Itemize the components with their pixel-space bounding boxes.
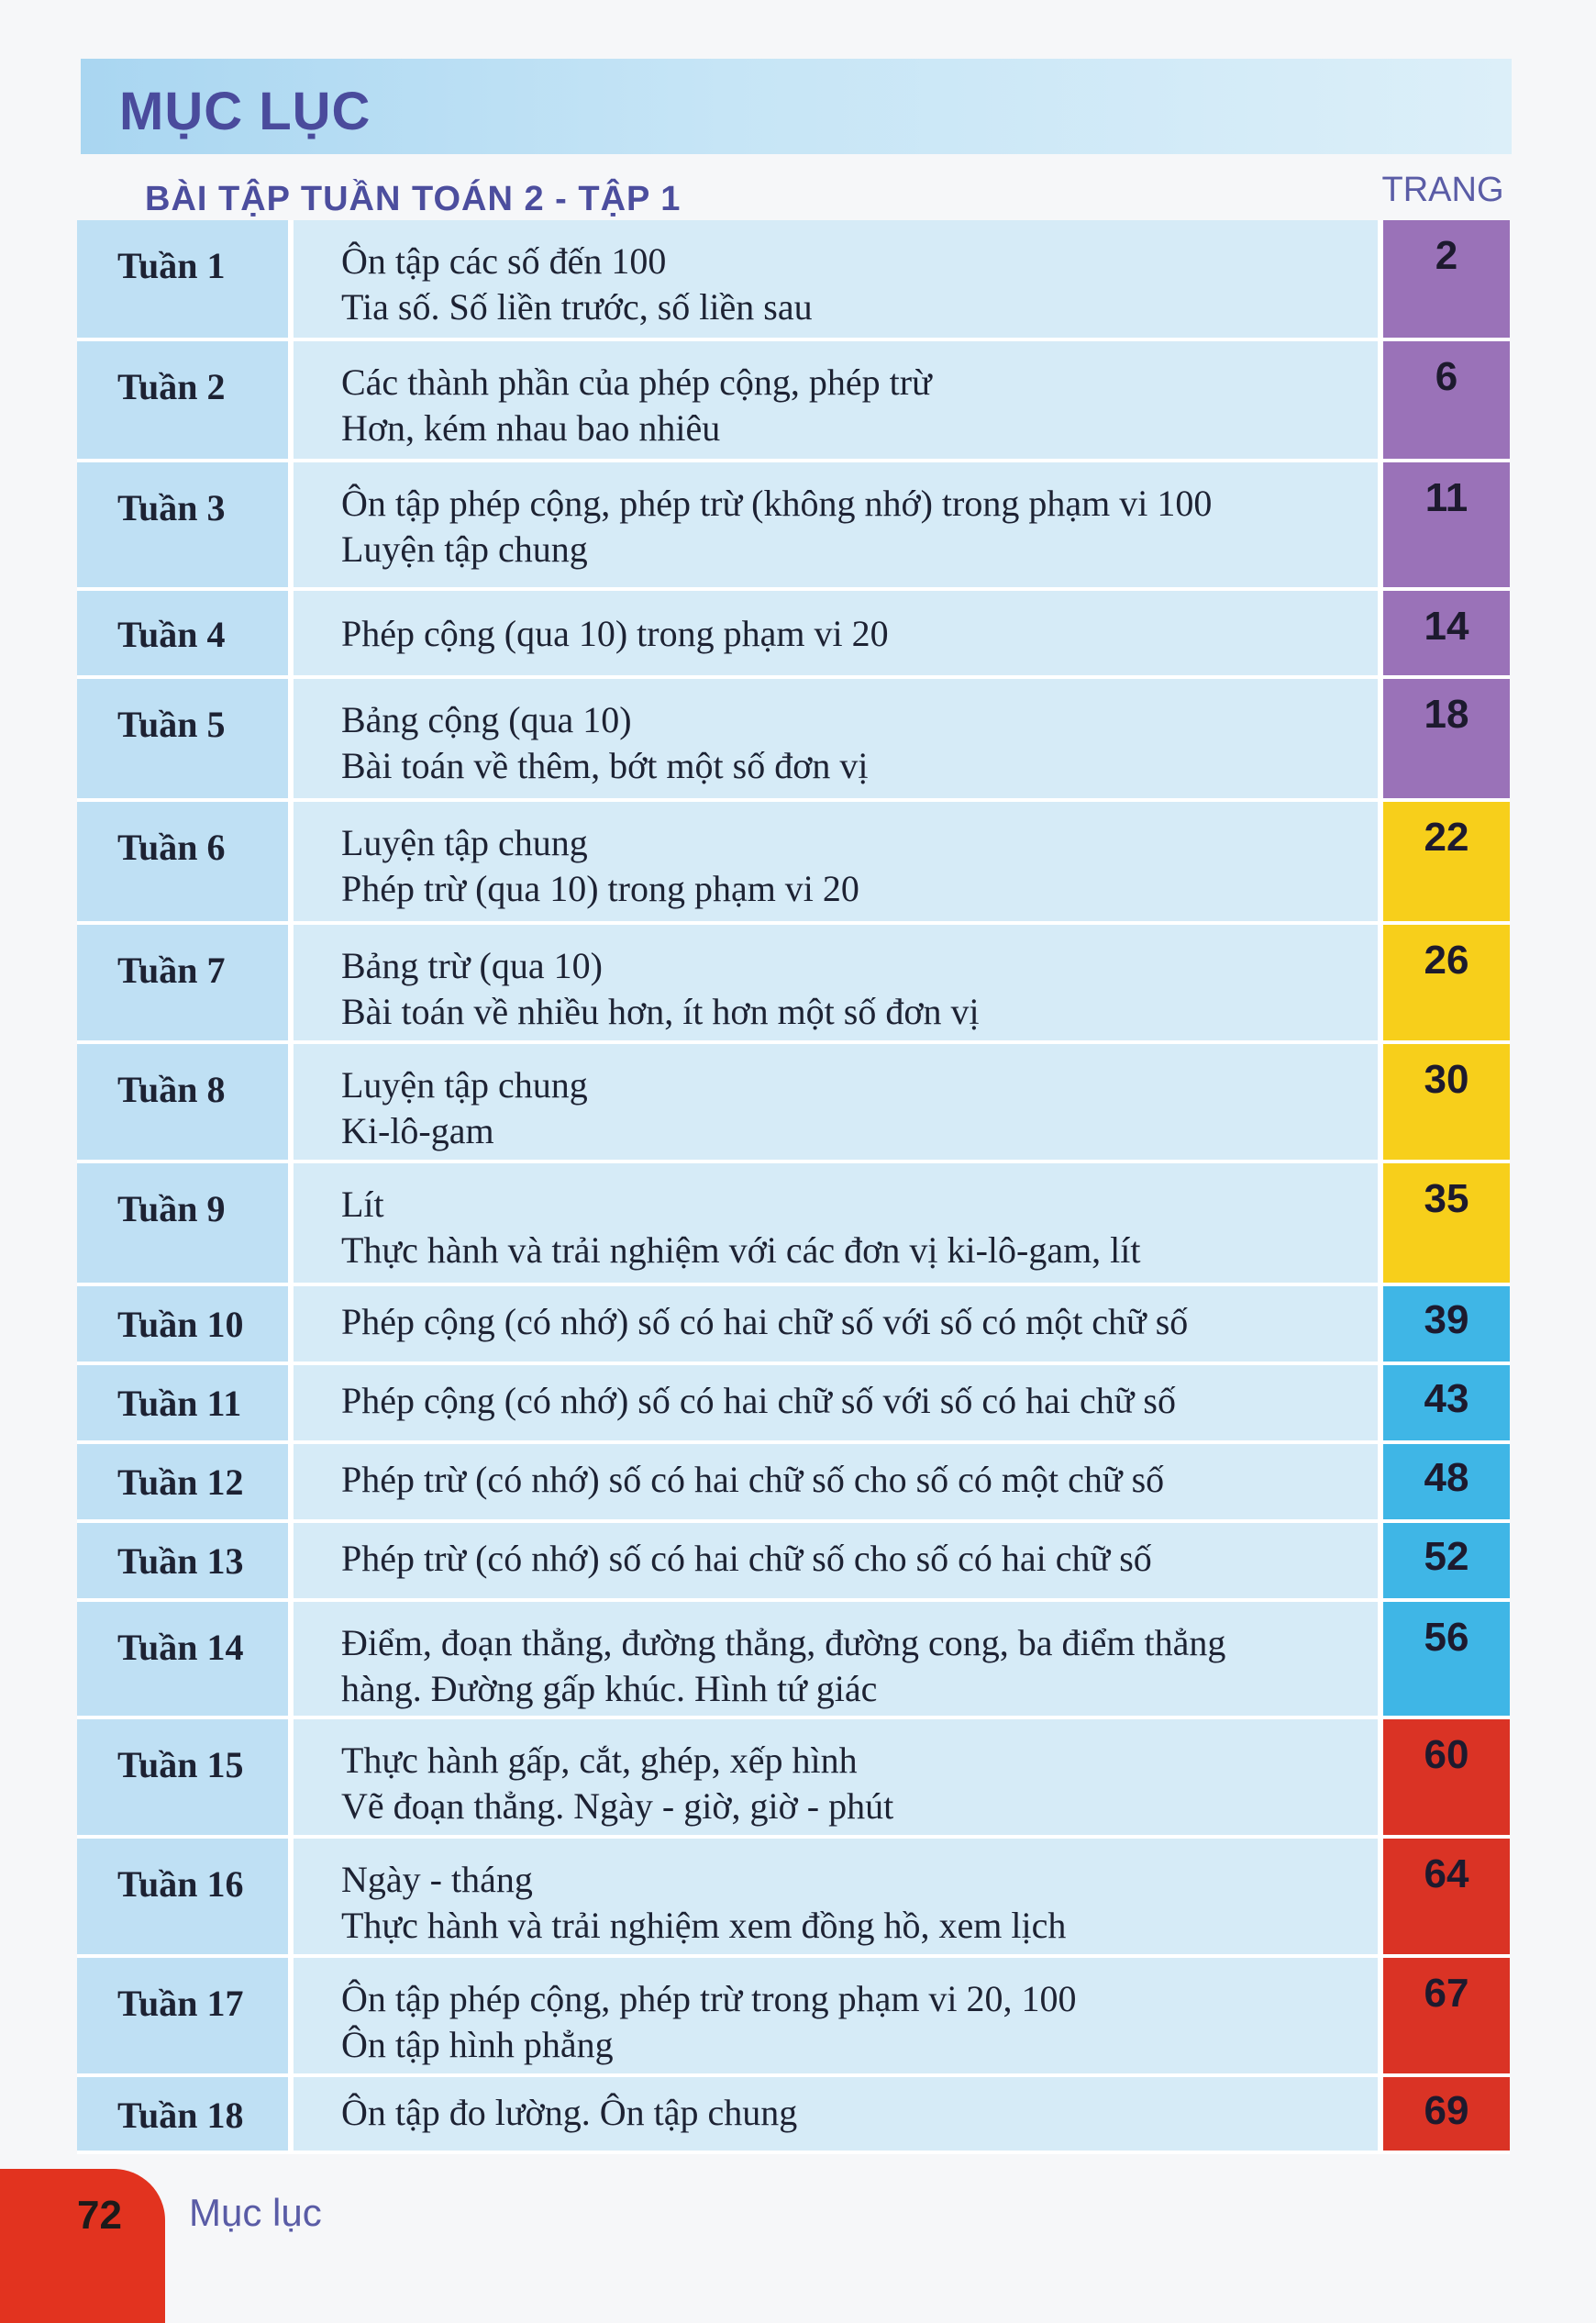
topic-cell	[294, 220, 1378, 338]
toc-row	[77, 679, 1510, 802]
table-of-contents	[77, 220, 1510, 2154]
page-number: 39	[1378, 1286, 1510, 1362]
week-label: Tuần 10	[77, 1286, 294, 1362]
topic-line: Thực hành và trải nghiệm với các đơn vị ki-lô-gam, lít	[341, 1229, 1141, 1271]
topic-line: Ngày - tháng	[341, 1859, 533, 1900]
toc-row	[77, 220, 1510, 341]
toc-row	[77, 462, 1510, 591]
week-label: Tuần 18	[77, 2077, 294, 2151]
page-number: 18	[1378, 679, 1510, 798]
toc-row	[77, 1839, 1510, 1958]
topic-line: Ôn tập phép cộng, phép trừ trong phạm vi 20, 100	[341, 1978, 1077, 2019]
topic-line: Các thành phần của phép cộng, phép trừ	[341, 361, 932, 403]
topic-line: Bảng cộng (qua 10)	[341, 699, 632, 740]
page-number: 14	[1378, 591, 1510, 675]
page-number: 52	[1378, 1523, 1510, 1598]
week-label: Tuần 5	[77, 679, 294, 798]
toc-row	[77, 1719, 1510, 1839]
page-column-header: TRANG	[1381, 171, 1504, 209]
topic-cell	[294, 1523, 1378, 1598]
week-label: Tuần 4	[77, 591, 294, 675]
week-label: Tuần 13	[77, 1523, 294, 1598]
toc-row	[77, 591, 1510, 679]
week-label: Tuần 3	[77, 462, 294, 587]
topic-line: Bảng trừ (qua 10)	[341, 945, 603, 986]
page-number: 48	[1378, 1444, 1510, 1519]
page-number: 30	[1378, 1044, 1510, 1160]
week-label: Tuần 1	[77, 220, 294, 338]
toc-row	[77, 1602, 1510, 1719]
toc-row	[77, 1958, 1510, 2077]
topic-line: Bài toán về nhiều hơn, ít hơn một số đơn vị	[341, 991, 980, 1032]
week-label: Tuần 16	[77, 1839, 294, 1954]
toc-row	[77, 1523, 1510, 1602]
topic-line: Phép cộng (có nhớ) số có hai chữ số với số có một chữ số	[341, 1301, 1189, 1342]
topic-cell	[294, 1286, 1378, 1362]
topic-line: Luyện tập chung	[341, 528, 588, 570]
topic-line: Vẽ đoạn thẳng. Ngày - giờ, giờ - phút	[341, 1785, 894, 1827]
toc-row	[77, 2077, 1510, 2154]
topic-line: Phép trừ (có nhớ) số có hai chữ số cho số có một chữ số	[341, 1459, 1165, 1500]
topic-line: Ôn tập đo lường. Ôn tập chung	[341, 2092, 798, 2133]
topic-cell	[294, 1958, 1378, 2073]
toc-row	[77, 802, 1510, 925]
week-label: Tuần 15	[77, 1719, 294, 1835]
topic-cell	[294, 1719, 1378, 1835]
topic-cell	[294, 1365, 1378, 1440]
topic-cell	[294, 802, 1378, 921]
week-label: Tuần 6	[77, 802, 294, 921]
topic-line: Ôn tập các số đến 100	[341, 240, 667, 282]
page-number: 26	[1378, 925, 1510, 1040]
footer-page-number: 72	[77, 2193, 122, 2238]
book-subtitle: BÀI TẬP TUẦN TOÁN 2 - TẬP 1	[145, 180, 682, 218]
topic-line: Ôn tập hình phẳng	[341, 2024, 614, 2065]
page-number: 67	[1378, 1958, 1510, 2073]
page-number: 6	[1378, 341, 1510, 459]
toc-row	[77, 1163, 1510, 1286]
page-number: 60	[1378, 1719, 1510, 1835]
topic-line: Ôn tập phép cộng, phép trừ (không nhớ) trong phạm vi 100	[341, 483, 1213, 524]
week-label: Tuần 12	[77, 1444, 294, 1519]
topic-line: Phép trừ (qua 10) trong phạm vi 20	[341, 868, 859, 909]
topic-cell	[294, 679, 1378, 798]
topic-cell	[294, 2077, 1378, 2151]
topic-line: Tia số. Số liền trước, số liền sau	[341, 286, 813, 328]
toc-row	[77, 1044, 1510, 1163]
topic-cell	[294, 1163, 1378, 1283]
week-label: Tuần 7	[77, 925, 294, 1040]
toc-row	[77, 1286, 1510, 1365]
topic-cell	[294, 925, 1378, 1040]
week-label: Tuần 11	[77, 1365, 294, 1440]
toc-row	[77, 1365, 1510, 1444]
topic-line: Điểm, đoạn thẳng, đường thẳng, đường cong, ba điểm thẳng	[341, 1622, 1226, 1663]
topic-line: Phép trừ (có nhớ) số có hai chữ số cho số có hai chữ số	[341, 1538, 1152, 1579]
toc-row	[77, 925, 1510, 1044]
topic-cell	[294, 1602, 1378, 1716]
topic-line: Thực hành và trải nghiệm xem đồng hồ, xem lịch	[341, 1905, 1067, 1946]
week-label: Tuần 2	[77, 341, 294, 459]
topic-line: Ki-lô-gam	[341, 1110, 494, 1151]
topic-cell	[294, 341, 1378, 459]
page-number: 22	[1378, 802, 1510, 921]
topic-cell	[294, 1044, 1378, 1160]
topic-line: hàng. Đường gấp khúc. Hình tứ giác	[341, 1668, 878, 1709]
topic-cell	[294, 591, 1378, 675]
topic-line: Bài toán về thêm, bớt một số đơn vị	[341, 745, 869, 786]
topic-line: Phép cộng (có nhớ) số có hai chữ số với số có hai chữ số	[341, 1380, 1176, 1421]
page-number: 64	[1378, 1839, 1510, 1954]
topic-cell	[294, 1839, 1378, 1954]
page-number: 56	[1378, 1602, 1510, 1716]
week-label: Tuần 8	[77, 1044, 294, 1160]
page-title: MỤC LỤC	[119, 82, 371, 141]
footer-section-label: Mục lục	[189, 2191, 322, 2234]
topic-line: Lít	[341, 1184, 384, 1225]
page-number: 43	[1378, 1365, 1510, 1440]
toc-row	[77, 341, 1510, 462]
topic-line: Hơn, kém nhau bao nhiêu	[341, 407, 721, 449]
topic-line: Luyện tập chung	[341, 822, 588, 863]
week-label: Tuần 9	[77, 1163, 294, 1283]
topic-line: Luyện tập chung	[341, 1064, 588, 1106]
topic-line: Phép cộng (qua 10) trong phạm vi 20	[341, 613, 889, 654]
topic-cell	[294, 1444, 1378, 1519]
week-label: Tuần 17	[77, 1958, 294, 2073]
page-number: 35	[1378, 1163, 1510, 1283]
page-number: 11	[1378, 462, 1510, 587]
toc-row	[77, 1444, 1510, 1523]
topic-cell	[294, 462, 1378, 587]
topic-line: Thực hành gấp, cắt, ghép, xếp hình	[341, 1739, 858, 1781]
page-number: 2	[1378, 220, 1510, 338]
page-number: 69	[1378, 2077, 1510, 2151]
week-label: Tuần 14	[77, 1602, 294, 1716]
